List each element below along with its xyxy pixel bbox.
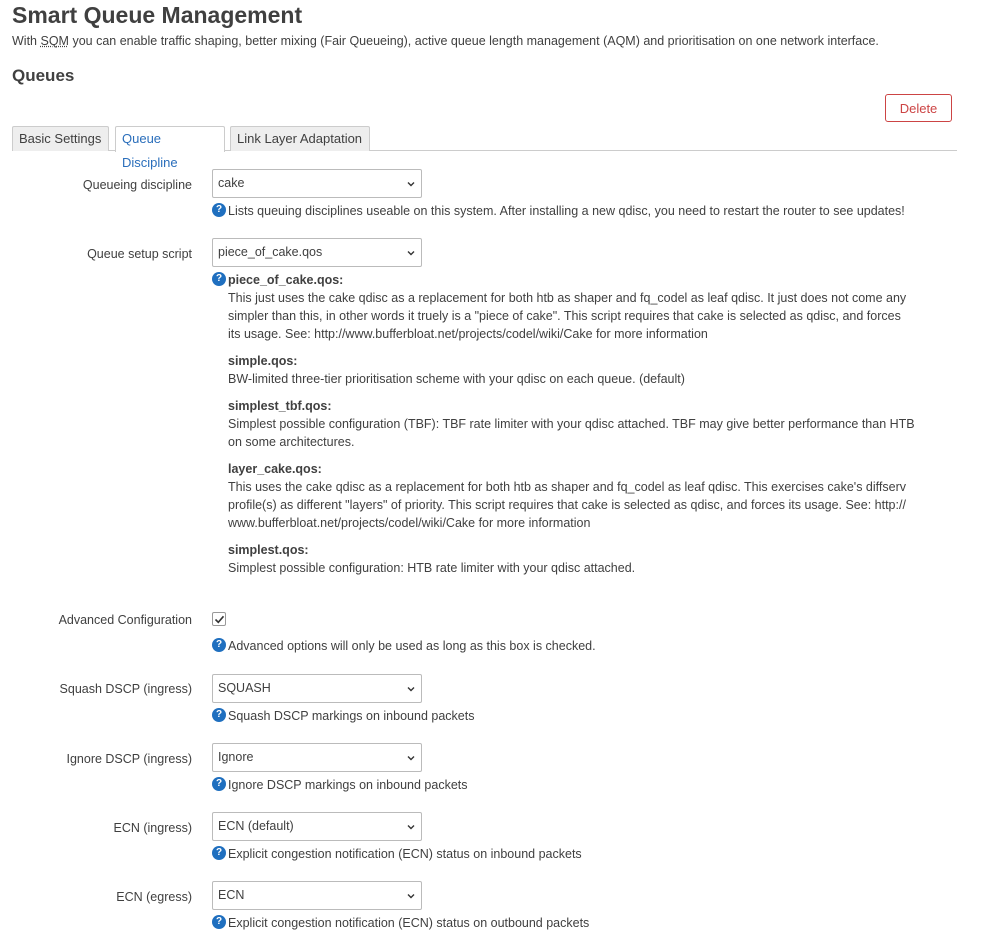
ecn-egress-value: ECN xyxy=(218,888,245,902)
ecn-ingress-value: ECN (default) xyxy=(218,819,294,833)
chevron-down-icon xyxy=(407,249,415,257)
ignore-help: Ignore DSCP markings on inbound packets xyxy=(228,778,468,792)
script-entry: simple.qos: BW-limited three-tier prioritisation scheme with your qdisc on each queue. (default) xyxy=(228,354,685,386)
delete-button[interactable]: Delete xyxy=(885,94,952,122)
advanced-help: Advanced options will only be used as long as this box is checked. xyxy=(228,639,596,653)
help-icon: ? xyxy=(212,777,226,791)
script-entry-name: simple.qos: xyxy=(228,354,298,368)
section-title: Queues xyxy=(12,66,75,85)
help-icon: ? xyxy=(212,708,226,722)
script-entry: piece_of_cake.qos: This just uses the cake qdisc as a replacement for both htb as shaper and fq_codel as leaf qdisc. It just does not come any simpler than this, in other words it truely is a "piece of cake". This script requires that cake is selected as qdisc, and forces its usage. See: http://www.bufferbloat.net/projects/codel/wiki/Cake for more information xyxy=(228,273,907,341)
page-description: With SQM you can enable traffic shaping, better mixing (Fair Queueing), active queue length management (AQM) and prioritisation on one network interface. xyxy=(12,34,879,48)
ignore-select[interactable] xyxy=(212,743,422,772)
script-label: Queue setup script xyxy=(87,247,192,261)
script-entry-name: simplest_tbf.qos: xyxy=(228,399,332,413)
ecn-egress-help: Explicit congestion notification (ECN) status on outbound packets xyxy=(228,916,590,930)
ecn-egress-label: ECN (egress) xyxy=(116,890,192,904)
script-entry-name: simplest.qos: xyxy=(228,543,309,557)
advanced-checkbox[interactable] xyxy=(212,612,226,626)
tab-link-layer-adaptation[interactable]: Link Layer Adaptation xyxy=(230,126,370,151)
squash-label: Squash DSCP (ingress) xyxy=(59,682,192,696)
script-entry-name: layer_cake.qos: xyxy=(228,462,322,476)
qdisc-label: Queueing discipline xyxy=(82,178,192,192)
script-entry-name: piece_of_cake.qos: xyxy=(228,273,344,287)
ecn-ingress-select[interactable] xyxy=(212,812,422,841)
help-icon: ? xyxy=(212,846,226,860)
tab-bar xyxy=(12,126,957,170)
script-value: piece_of_cake.qos xyxy=(218,245,323,259)
tab-basic-settings[interactable]: Basic Settings xyxy=(12,126,109,151)
script-entry: simplest_tbf.qos: Simplest possible configuration (TBF): TBF rate limiter with your qdisc attached. TBF may give better performance than HTB on some architectures. xyxy=(228,399,915,449)
chevron-down-icon xyxy=(407,685,415,693)
chevron-down-icon xyxy=(407,754,415,762)
qdisc-select[interactable] xyxy=(212,169,422,198)
ignore-label: Ignore DSCP (ingress) xyxy=(66,752,192,766)
squash-help: Squash DSCP markings on inbound packets xyxy=(228,709,475,723)
squash-select[interactable] xyxy=(212,674,422,703)
checkmark-icon xyxy=(214,614,225,625)
script-entry: simplest.qos: Simplest possible configuration: HTB rate limiter with your qdisc attached. xyxy=(228,543,636,575)
chevron-down-icon xyxy=(407,823,415,831)
qdisc-value: cake xyxy=(218,176,245,190)
squash-value: SQUASH xyxy=(218,681,271,695)
advanced-label: Advanced Configuration xyxy=(58,613,192,627)
script-select[interactable] xyxy=(212,238,422,267)
help-icon: ? xyxy=(212,915,226,929)
sqm-abbr: SQM xyxy=(40,34,69,48)
ecn-ingress-label: ECN (ingress) xyxy=(113,821,192,835)
tab-queue-discipline[interactable]: Queue Discipline xyxy=(115,126,225,152)
script-entry: layer_cake.qos: This uses the cake qdisc as a replacement for both htb as shaper and fq_codel as leaf qdisc. This exercises cake's diffserv profile(s) as different "layers" of priority. This script requires that cake is selected as qdisc, and forces its usage. See: http:// www.bufferbloat.net/projects/codel/wiki/Cake for more information xyxy=(228,462,906,530)
ignore-value: Ignore xyxy=(218,750,254,764)
help-icon: ? xyxy=(212,638,226,652)
ecn-ingress-help: Explicit congestion notification (ECN) status on inbound packets xyxy=(228,847,582,861)
page-title: Smart Queue Management xyxy=(12,2,303,28)
ecn-egress-select[interactable] xyxy=(212,881,422,910)
qdisc-help: Lists queuing disciplines useable on this system. After installing a new qdisc, you need to restart the router to see updates! xyxy=(228,204,905,218)
help-icon: ? xyxy=(212,272,226,286)
chevron-down-icon xyxy=(407,892,415,900)
help-icon: ? xyxy=(212,203,226,217)
chevron-down-icon xyxy=(407,180,415,188)
